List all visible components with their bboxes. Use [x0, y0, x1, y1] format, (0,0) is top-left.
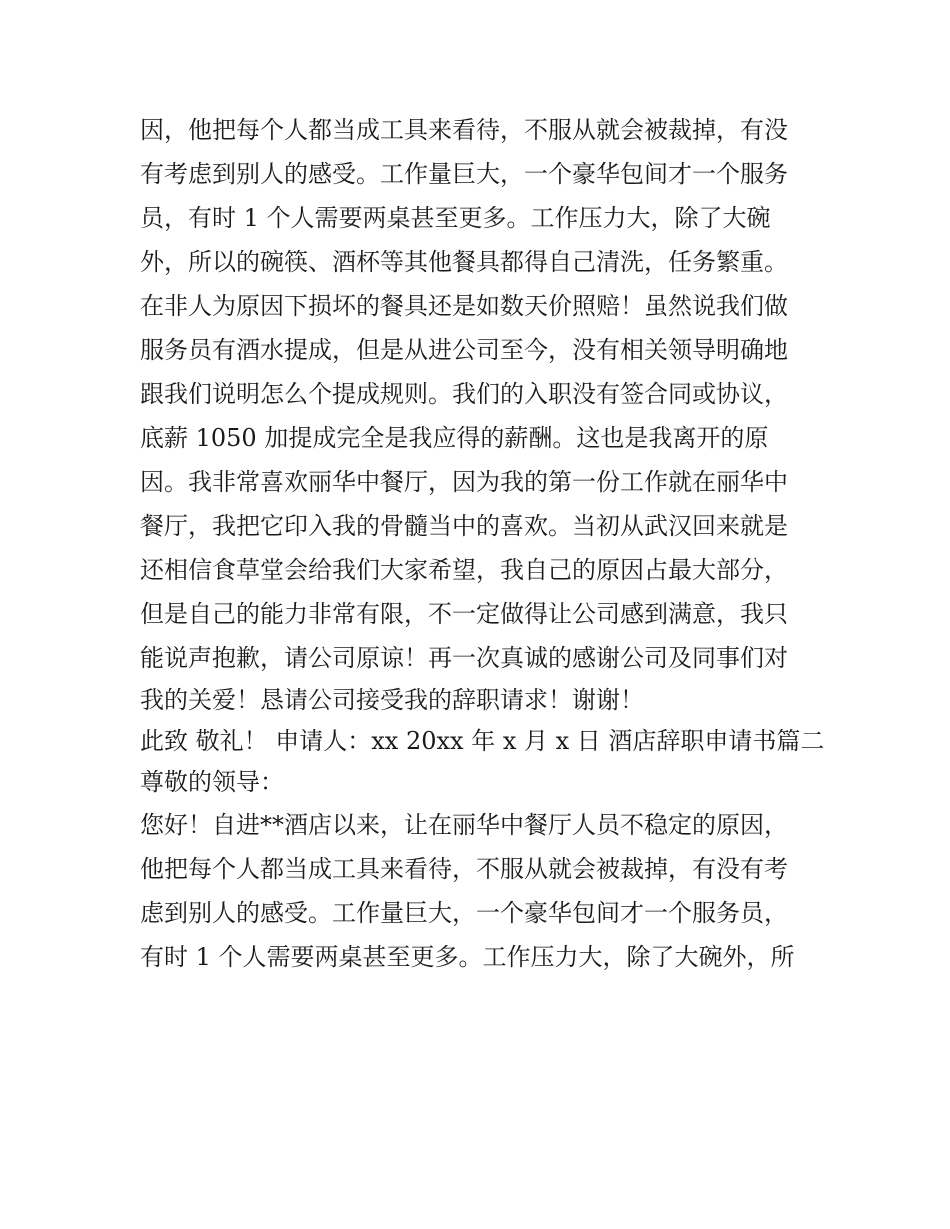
text-line: 我的关爱！恳请公司接受我的辞职请求！谢谢！: [140, 686, 644, 714]
salutation-line: 尊敬的领导：: [140, 768, 284, 796]
text-line: 有时 1 个人需要两桌甚至更多。工作压力大，除了大碗外，所: [140, 943, 795, 971]
text-line: 他把每个人都当成工具来看待，不服从就会被裁掉，有没有考: [140, 855, 788, 883]
text-line: 虑到别人的感受。工作量巨大，一个豪华包间才一个服务员，: [140, 899, 788, 927]
text-line: 能说声抱歉，请公司原谅！再一次真诚的感谢公司及同事们对: [140, 644, 788, 672]
document-body: [140, 108, 830, 979]
text-line: 在非人为原因下损坏的餐具还是如数天价照赔！虽然说我们做: [140, 292, 788, 320]
text-line: 餐厅，我把它印入我的骨髓当中的喜欢。当初从武汉回来就是: [140, 512, 788, 540]
text-line: 外，所以的碗筷、酒杯等其他餐具都得自己清洗，任务繁重。: [140, 248, 788, 276]
text-line: 因，他把每个人都当成工具来看待，不服从就会被裁掉，有没: [140, 116, 788, 144]
text-line: 有考虑到别人的感受。工作量巨大，一个豪华包间才一个服务: [140, 160, 788, 188]
text-line: 还相信食草堂会给我们大家希望，我自己的原因占最大部分，: [140, 556, 788, 584]
text-line: 您好！自进**酒店以来，让在丽华中餐厅人员不稳定的原因，: [140, 811, 788, 839]
closing-line: 此致 敬礼！ 申请人：xx 20xx 年 x 月 x 日 酒店辞职申请书篇二: [140, 727, 825, 755]
text-line: 因。我非常喜欢丽华中餐厅，因为我的第一份工作就在丽华中: [140, 468, 788, 496]
text-line: 底薪 1050 加提成完全是我应得的薪酬。这也是我离开的原: [140, 424, 769, 452]
text-line: 员，有时 1 个人需要两桌甚至更多。工作压力大，除了大碗: [140, 204, 771, 232]
text-line: 服务员有酒水提成，但是从进公司至今，没有相关领导明确地: [140, 336, 788, 364]
text-line: 跟我们说明怎么个提成规则。我们的入职没有签合同或协议，: [140, 380, 788, 408]
text-line: 但是自己的能力非常有限，不一定做得让公司感到满意，我只: [140, 600, 788, 628]
